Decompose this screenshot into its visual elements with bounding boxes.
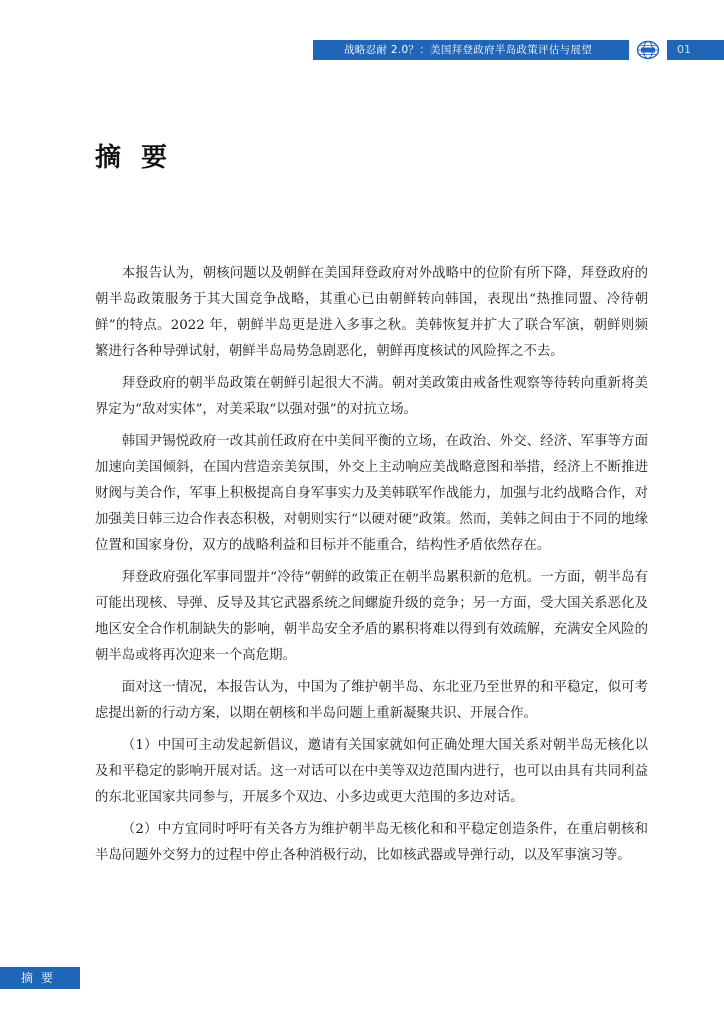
paragraph: 拜登政府强化军事同盟并“冷待”朝鲜的政策正在朝半岛累积新的危机。一方面，朝半岛有可能出现核、导弹、反导及其它武器系统之间螺旋升级的竞争；另一方面，受大国关系恶化及地区安全合作机制缺失的影响，朝半岛安全矛盾的累积将难以得到有效疏解，充满安全风险的朝半岛或将再次迎来一个高危期。: [95, 570, 648, 663]
paragraph: 本报告认为，朝核问题以及朝鲜在美国拜登政府对外战略中的位阶有所下降，拜登政府的朝半岛政策服务于其大国竞争战略，其重心已由朝鲜转向韩国，表现出“热推同盟、冷待朝鲜”的特点。2022 年，朝鲜半岛更是进入多事之秋。美韩恢复并扩大了联合军演，朝鲜则频繁进行各种导弹试射，朝鲜半岛局势急剧恶化，朝鲜再度核试的风险挥之不去。: [95, 266, 648, 359]
paragraph: 拜登政府的朝半岛政策在朝鲜引起很大不满。朝对美政策由戒备性观察等待转向重新将美界定为“敌对实体”，对美采取“以强对强”的对抗立场。: [95, 376, 648, 417]
page-number: 01: [667, 40, 724, 60]
footer-section-label: 摘要: [0, 967, 80, 989]
running-header: 战略忍耐 2.0？：美国拜登政府半岛政策评估与展望: [313, 40, 629, 60]
paragraph: （2）中方宜同时呼吁有关各方为维护朝半岛无核化和和平稳定创造条件，在重启朝核和半岛问题外交努力的过程中停止各种消极行动，比如核武器或导弹行动，以及军事演习等。: [95, 822, 648, 863]
paragraph: （1）中国可主动发起新倡议，邀请有关国家就如何正确处理大国关系对朝半岛无核化以及和平稳定的影响开展对话。这一对话可以在中美等双边范围内进行，也可以由具有共同利益的东北亚国家共同参与，开展多个双边、小多边或更大范围的多边对话。: [95, 738, 648, 805]
abstract-body: [95, 261, 648, 875]
page-title: 摘要: [95, 143, 188, 173]
globe-emblem-icon: [636, 40, 660, 60]
paragraph: 韩国尹锡悦政府一改其前任政府在中美间平衡的立场，在政治、外交、经济、军事等方面加速向美国倾斜，在国内营造亲美氛围，外交上主动响应美战略意图和举措，经济上不断推进财阀与美合作，军事上积极提高自身军事实力及美韩联军作战能力，加强与北约战略合作，对加强美日韩三边合作表态积极，对朝则实行“以硬对硬”政策。然而，美韩之间由于不同的地缘位置和国家身份，双方的战略利益和目标并不能重合，结构性矛盾依然存在。: [95, 434, 648, 553]
paragraph: 面对这一情况，本报告认为，中国为了维护朝半岛、东北亚乃至世界的和平稳定，似可考虑提出新的行动方案，以期在朝核和半岛问题上重新凝聚共识、开展合作。: [95, 680, 648, 721]
